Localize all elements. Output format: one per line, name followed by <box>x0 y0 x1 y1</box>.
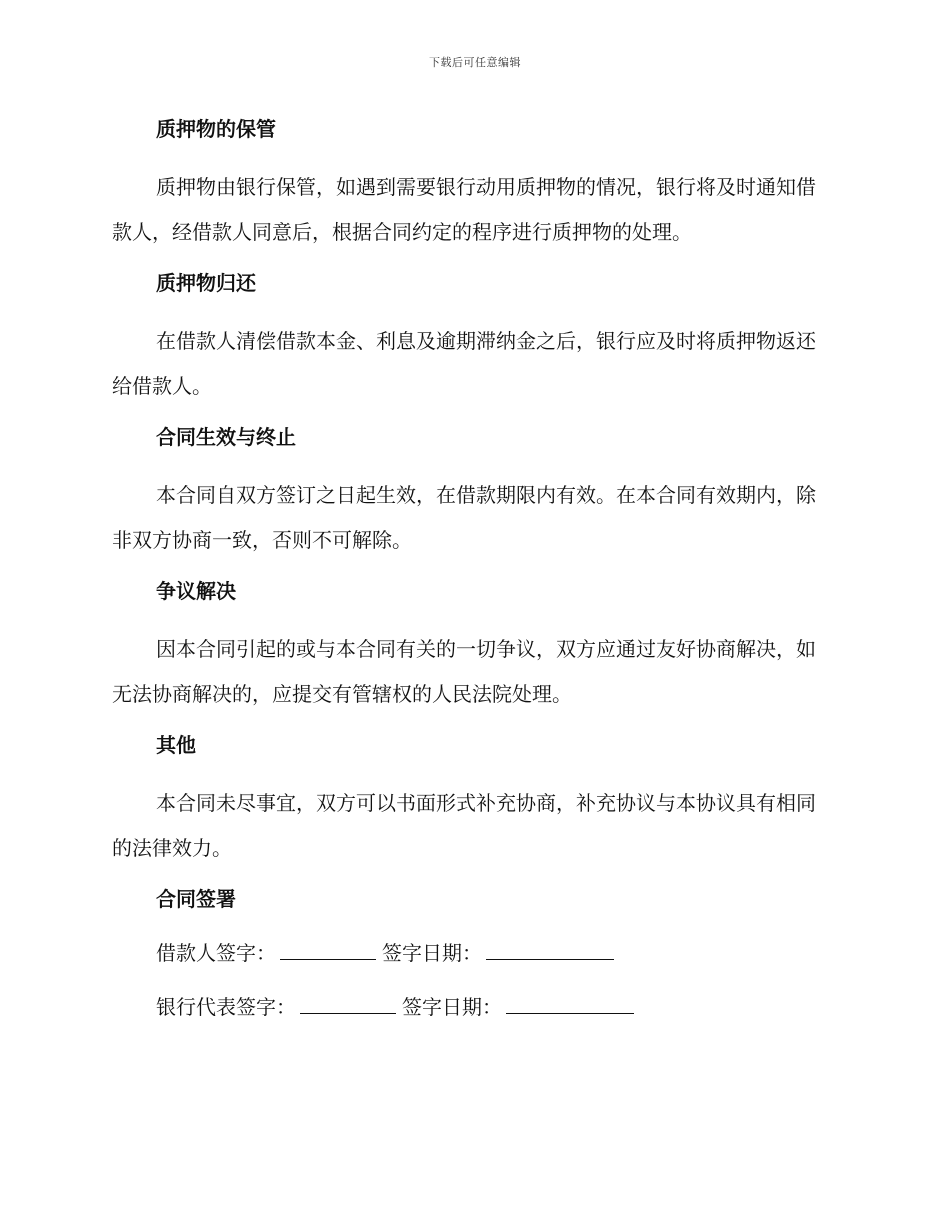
section-paragraph: 本合同未尽事宜，双方可以书面形式补充协商，补充协议与本协议具有相同的法律效力。 <box>112 791 816 860</box>
section-heading: 质押物的保管 <box>156 117 276 141</box>
section-other <box>112 727 832 881</box>
borrower-signature-blank <box>280 935 376 960</box>
bank-date-blank <box>506 989 634 1014</box>
section-paragraph: 本合同自双方签订之日起生效，在借款期限内有效。在本合同有效期内，除非双方协商一致，否则不可解除。 <box>112 483 816 552</box>
section-heading: 其他 <box>156 733 196 757</box>
section-effect-termination <box>112 419 832 573</box>
document-body <box>112 111 832 1025</box>
section-paragraph: 因本合同引起的或与本合同有关的一切争议，双方应通过友好协商解决，如无法协商解决的，应提交有管辖权的人民法院处理。 <box>112 637 816 706</box>
borrower-signature-row <box>112 935 832 971</box>
section-return <box>112 265 832 419</box>
bank-signature-label: 银行代表签字： <box>156 995 296 1019</box>
borrower-date-blank <box>486 935 614 960</box>
section-heading: 合同签署 <box>156 887 236 911</box>
section-heading: 合同生效与终止 <box>156 425 296 449</box>
bank-signature-row <box>112 989 832 1025</box>
borrower-signature-label: 借款人签字： <box>156 941 276 965</box>
bank-date-label: 签字日期： <box>402 995 502 1019</box>
header-note: 下载后可任意编辑 <box>429 56 521 69</box>
section-paragraph: 在借款人清偿借款本金、利息及逾期滞纳金之后，银行应及时将质押物返还给借款人。 <box>112 329 816 398</box>
section-custody <box>112 111 832 265</box>
section-heading: 质押物归还 <box>156 271 256 295</box>
section-signing <box>112 881 832 1025</box>
bank-signature-blank <box>300 989 396 1014</box>
section-heading: 争议解决 <box>156 579 236 603</box>
borrower-date-label: 签字日期： <box>382 941 482 965</box>
section-dispute-resolution <box>112 573 832 727</box>
section-paragraph: 质押物由银行保管，如遇到需要银行动用质押物的情况，银行将及时通知借款人，经借款人同意后，根据合同约定的程序进行质押物的处理。 <box>112 175 816 244</box>
